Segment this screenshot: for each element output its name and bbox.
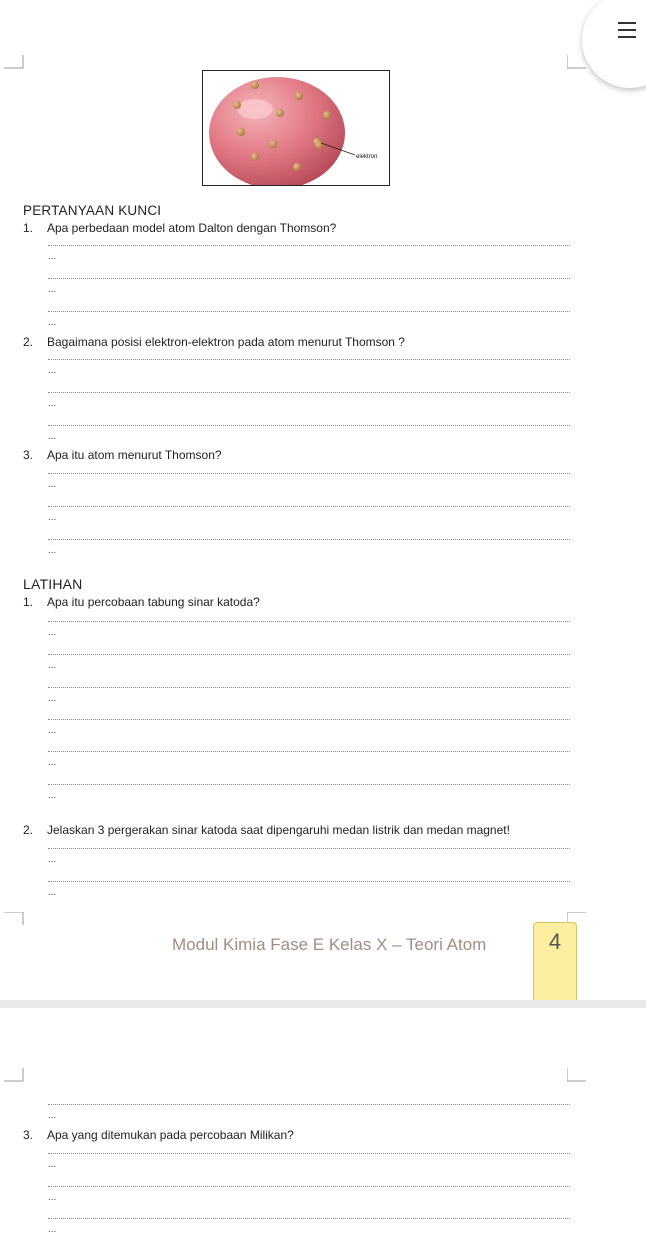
question-text: Bagaimana posisi elektron-elektron pada atom menurut Thomson ? — [47, 335, 405, 349]
answer-line[interactable] — [48, 751, 570, 752]
answer-line[interactable] — [48, 687, 570, 688]
answer-continuation: ... — [48, 317, 57, 328]
question-text: Apa itu percobaan tabung sinar katoda? — [47, 595, 260, 609]
answer-line[interactable] — [48, 1153, 570, 1154]
answer-line[interactable] — [48, 1104, 570, 1105]
answer-line[interactable] — [48, 719, 570, 720]
answer-continuation: ... — [48, 431, 57, 442]
answer-continuation: ... — [48, 365, 57, 376]
plum-pudding-model-illustration — [203, 71, 389, 185]
question-text: Jelaskan 3 pergerakan sinar katoda saat dipengaruhi medan listrik dan medan magnet! — [47, 823, 510, 837]
answer-line[interactable] — [48, 245, 570, 246]
thomson-atom-figure — [202, 70, 390, 186]
answer-line[interactable] — [48, 621, 570, 622]
answer-continuation: ... — [48, 1192, 57, 1203]
answer-continuation: ... — [48, 627, 57, 638]
answer-line[interactable] — [48, 392, 570, 393]
answer-continuation: ... — [48, 479, 57, 490]
answer-line[interactable] — [48, 784, 570, 785]
answer-continuation: ... — [48, 854, 57, 865]
crop-mark-top-right — [567, 1068, 587, 1082]
answer-continuation: ... — [48, 251, 57, 262]
question-number: 2. — [23, 335, 34, 349]
question-number: 3. — [23, 1128, 34, 1142]
question-item — [23, 823, 510, 837]
answer-continuation: ... — [48, 693, 57, 704]
section-title-exercises: LATIHAN — [23, 576, 83, 592]
answer-line[interactable] — [48, 311, 570, 312]
answer-continuation: ... — [48, 1159, 57, 1170]
hamburger-icon — [618, 22, 636, 43]
question-number: 1. — [23, 221, 34, 235]
crop-mark-top-left — [4, 55, 24, 69]
footer-module-title: Modul Kimia Fase E Kelas X – Teori Atom — [172, 935, 487, 954]
crop-mark-bottom-left — [4, 912, 24, 926]
page-number: 4 — [548, 929, 562, 954]
answer-continuation: ... — [48, 887, 57, 898]
question-number: 2. — [23, 823, 34, 837]
answer-line[interactable] — [48, 506, 570, 507]
answer-line[interactable] — [48, 473, 570, 474]
answer-line[interactable] — [48, 848, 570, 849]
question-number: 1. — [23, 595, 34, 609]
crop-mark-top-left — [4, 1068, 24, 1082]
question-item — [23, 1128, 294, 1142]
answer-continuation: ... — [48, 725, 57, 736]
crop-mark-top-right — [567, 55, 587, 69]
section-title-key-questions: PERTANYAAN KUNCI — [23, 203, 162, 218]
question-item — [23, 221, 336, 235]
answer-line[interactable] — [48, 881, 570, 882]
question-item — [23, 595, 260, 609]
answer-continuation: ... — [48, 398, 57, 409]
answer-line[interactable] — [48, 1218, 570, 1219]
page-number-tab — [533, 922, 577, 1001]
answer-continuation: ... — [48, 1110, 57, 1121]
answer-continuation: ... — [48, 660, 57, 671]
question-text: Apa perbedaan model atom Dalton dengan Thomson? — [47, 221, 337, 235]
question-item — [23, 335, 405, 349]
answer-line[interactable] — [48, 1186, 570, 1187]
answer-continuation: ... — [48, 757, 57, 768]
question-number: 3. — [23, 448, 34, 462]
document-page-2 — [0, 1008, 646, 1252]
answer-continuation: ... — [48, 790, 57, 801]
electron-label: elektron — [356, 154, 378, 160]
answer-line[interactable] — [48, 359, 570, 360]
answer-line[interactable] — [48, 425, 570, 426]
answer-line[interactable] — [48, 539, 570, 540]
question-text: Apa itu atom menurut Thomson? — [47, 448, 222, 462]
answer-continuation: ... — [48, 1224, 57, 1235]
answer-line[interactable] — [48, 654, 570, 655]
answer-line[interactable] — [48, 278, 570, 279]
answer-continuation: ... — [48, 512, 57, 523]
answer-continuation: ... — [48, 545, 57, 556]
page-separator — [0, 1000, 646, 1008]
question-text: Apa yang ditemukan pada percobaan Milikan? — [47, 1128, 294, 1142]
question-item — [23, 448, 222, 462]
answer-continuation: ... — [48, 284, 57, 295]
menu-button[interactable] — [582, 0, 646, 88]
